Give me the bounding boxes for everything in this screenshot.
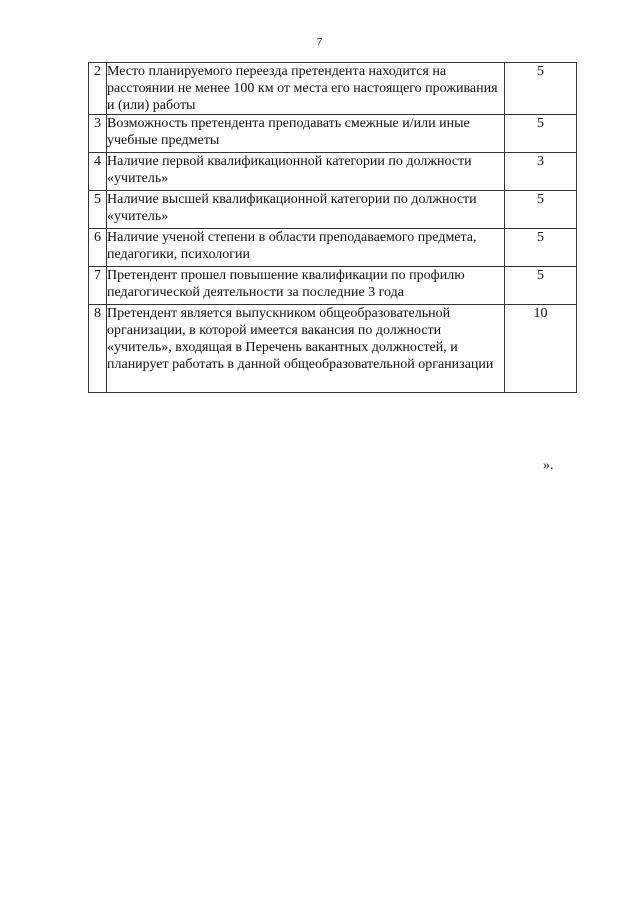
row-number: 6 <box>89 229 107 267</box>
table-row <box>89 229 577 267</box>
criteria-table <box>88 62 577 393</box>
row-number: 3 <box>89 115 107 153</box>
row-number: 7 <box>89 267 107 305</box>
closing-quote: ». <box>543 458 554 473</box>
page-number: 7 <box>316 36 323 48</box>
criterion-score: 5 <box>505 115 577 153</box>
table-row <box>89 153 577 191</box>
row-number: 2 <box>89 63 107 115</box>
table-row <box>89 63 577 115</box>
criterion-score: 10 <box>505 305 577 393</box>
criterion-score: 5 <box>505 229 577 267</box>
criterion-text: Претендент является выпускником общеобразовательной организации, в которой имеется вакансия по должности «учитель», входящая в Перечень вакантных должностей, и планирует работать в данной общеобразовательной организации <box>107 305 505 393</box>
criterion-text: Место планируемого переезда претендента находится на расстоянии не менее 100 км от места его настоящего проживания и (или) работы <box>107 63 505 115</box>
table-row <box>89 191 577 229</box>
table-row <box>89 305 577 393</box>
criterion-score: 3 <box>505 153 577 191</box>
criterion-score: 5 <box>505 267 577 305</box>
criterion-text: Возможность претендента преподавать смежные и/или иные учебные предметы <box>107 115 505 153</box>
row-number: 8 <box>89 305 107 393</box>
row-number: 5 <box>89 191 107 229</box>
criterion-text: Наличие высшей квалификационной категории по должности «учитель» <box>107 191 505 229</box>
criterion-score: 5 <box>505 191 577 229</box>
table-row <box>89 115 577 153</box>
row-number: 4 <box>89 153 107 191</box>
table-row <box>89 267 577 305</box>
criterion-text: Наличие первой квалификационной категории по должности «учитель» <box>107 153 505 191</box>
criterion-text: Претендент прошел повышение квалификации по профилю педагогической деятельности за последние 3 года <box>107 267 505 305</box>
criterion-text: Наличие ученой степени в области преподаваемого предмета, педагогики, психологии <box>107 229 505 267</box>
criterion-score: 5 <box>505 63 577 115</box>
